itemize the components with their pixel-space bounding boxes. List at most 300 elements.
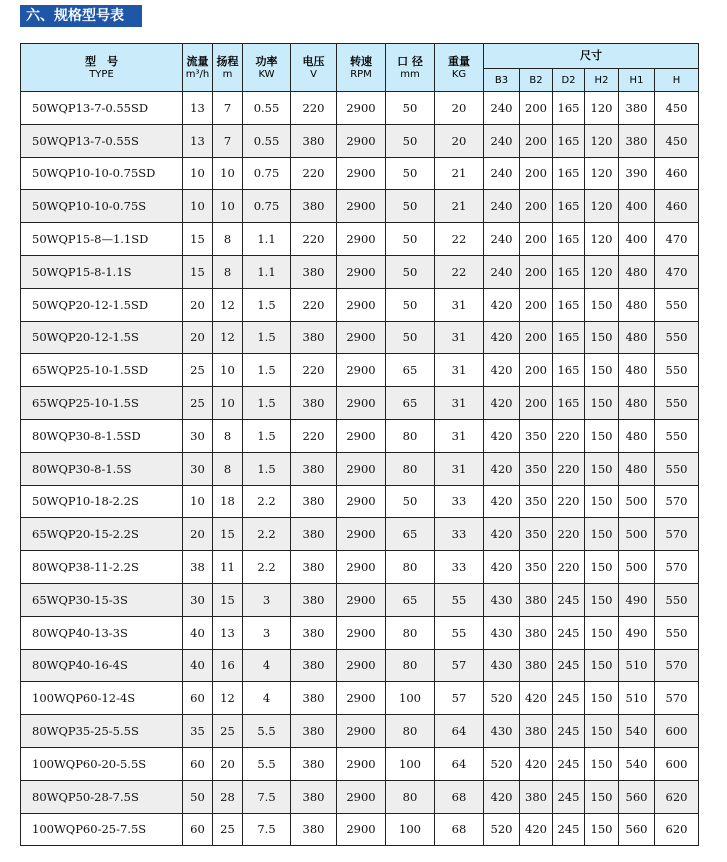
cell-flow: 10 xyxy=(183,190,213,223)
cell-power: 0.75 xyxy=(243,157,291,190)
cell-flow: 10 xyxy=(183,157,213,190)
cell-head: 7 xyxy=(213,124,243,157)
cell-bore: 100 xyxy=(386,747,435,780)
cell-power: 1.5 xyxy=(243,387,291,420)
cell-power: 1.5 xyxy=(243,288,291,321)
table-row xyxy=(21,157,699,190)
cell-dim-h1: 480 xyxy=(619,255,655,288)
header-type-zh: 型 号 xyxy=(85,54,118,68)
cell-head: 11 xyxy=(213,551,243,584)
cell-bore: 100 xyxy=(386,813,435,846)
cell-head: 12 xyxy=(213,321,243,354)
cell-dim-b2: 350 xyxy=(520,485,553,518)
cell-voltage: 380 xyxy=(291,747,337,780)
table-row xyxy=(21,288,699,321)
cell-dim-d2: 165 xyxy=(553,190,585,223)
cell-dim-d2: 165 xyxy=(553,354,585,387)
cell-bore: 50 xyxy=(386,485,435,518)
cell-dim-h2: 150 xyxy=(585,354,619,387)
cell-speed: 2900 xyxy=(337,354,386,387)
cell-weight: 57 xyxy=(435,649,484,682)
cell-weight: 20 xyxy=(435,92,484,125)
cell-weight: 55 xyxy=(435,616,484,649)
cell-dim-h1: 500 xyxy=(619,485,655,518)
cell-dim-b3: 420 xyxy=(484,485,520,518)
cell-dim-h1: 480 xyxy=(619,288,655,321)
cell-flow: 20 xyxy=(183,288,213,321)
cell-dim-d2: 220 xyxy=(553,518,585,551)
cell-power: 5.5 xyxy=(243,715,291,748)
cell-flow: 25 xyxy=(183,354,213,387)
cell-bore: 65 xyxy=(386,387,435,420)
cell-dim-b2: 420 xyxy=(520,813,553,846)
cell-dim-b2: 200 xyxy=(520,255,553,288)
table-row xyxy=(21,190,699,223)
cell-dim-h2: 150 xyxy=(585,387,619,420)
cell-power: 1.5 xyxy=(243,419,291,452)
cell-dim-h2: 150 xyxy=(585,715,619,748)
cell-weight: 68 xyxy=(435,780,484,813)
cell-power: 2.2 xyxy=(243,551,291,584)
cell-dim-h2: 120 xyxy=(585,157,619,190)
header-voltage-unit: V xyxy=(310,68,317,80)
cell-dim-b2: 200 xyxy=(520,354,553,387)
cell-bore: 65 xyxy=(386,518,435,551)
cell-dim-h2: 150 xyxy=(585,616,619,649)
header-dim-h: H xyxy=(655,69,699,92)
cell-weight: 20 xyxy=(435,124,484,157)
cell-dim-b2: 380 xyxy=(520,780,553,813)
cell-bore: 50 xyxy=(386,288,435,321)
cell-flow: 13 xyxy=(183,92,213,125)
cell-dim-h2: 120 xyxy=(585,255,619,288)
cell-flow: 40 xyxy=(183,616,213,649)
cell-model: 50WQP20-12-1.5S xyxy=(21,321,183,354)
cell-power: 5.5 xyxy=(243,747,291,780)
header-dim-h2: H2 xyxy=(585,69,619,92)
cell-dim-h1: 560 xyxy=(619,780,655,813)
header-type-en: TYPE xyxy=(89,68,114,80)
cell-speed: 2900 xyxy=(337,321,386,354)
cell-dim-d2: 165 xyxy=(553,124,585,157)
table-row xyxy=(21,321,699,354)
table-row xyxy=(21,682,699,715)
cell-voltage: 380 xyxy=(291,485,337,518)
cell-dim-h2: 150 xyxy=(585,813,619,846)
cell-speed: 2900 xyxy=(337,124,386,157)
cell-voltage: 380 xyxy=(291,387,337,420)
cell-dim-h2: 150 xyxy=(585,518,619,551)
cell-model: 65WQP20-15-2.2S xyxy=(21,518,183,551)
cell-voltage: 220 xyxy=(291,288,337,321)
cell-dim-b2: 350 xyxy=(520,419,553,452)
cell-power: 7.5 xyxy=(243,780,291,813)
header-speed-zh: 转速 xyxy=(350,54,372,68)
cell-dim-h: 550 xyxy=(655,452,699,485)
cell-dim-b2: 380 xyxy=(520,616,553,649)
cell-dim-b2: 350 xyxy=(520,452,553,485)
cell-dim-h: 550 xyxy=(655,583,699,616)
cell-power: 3 xyxy=(243,583,291,616)
cell-dim-b3: 420 xyxy=(484,452,520,485)
cell-speed: 2900 xyxy=(337,715,386,748)
cell-dim-h: 450 xyxy=(655,124,699,157)
cell-dim-h1: 500 xyxy=(619,551,655,584)
cell-bore: 80 xyxy=(386,715,435,748)
cell-bore: 80 xyxy=(386,616,435,649)
cell-head: 10 xyxy=(213,387,243,420)
cell-voltage: 220 xyxy=(291,419,337,452)
cell-head: 13 xyxy=(213,616,243,649)
cell-dim-h1: 480 xyxy=(619,354,655,387)
cell-head: 16 xyxy=(213,649,243,682)
cell-speed: 2900 xyxy=(337,288,386,321)
cell-speed: 2900 xyxy=(337,780,386,813)
cell-dim-d2: 220 xyxy=(553,551,585,584)
cell-model: 80WQP38-11-2.2S xyxy=(21,551,183,584)
cell-dim-h: 450 xyxy=(655,92,699,125)
cell-dim-h2: 150 xyxy=(585,682,619,715)
cell-dim-h2: 150 xyxy=(585,321,619,354)
cell-dim-h: 570 xyxy=(655,551,699,584)
cell-dim-b2: 200 xyxy=(520,223,553,256)
cell-weight: 21 xyxy=(435,157,484,190)
cell-dim-b2: 420 xyxy=(520,747,553,780)
cell-dim-h: 600 xyxy=(655,715,699,748)
cell-speed: 2900 xyxy=(337,682,386,715)
header-power xyxy=(243,44,291,92)
cell-dim-h1: 540 xyxy=(619,747,655,780)
cell-speed: 2900 xyxy=(337,583,386,616)
cell-dim-h: 550 xyxy=(655,354,699,387)
cell-flow: 60 xyxy=(183,747,213,780)
cell-model: 80WQP35-25-5.5S xyxy=(21,715,183,748)
cell-speed: 2900 xyxy=(337,190,386,223)
cell-dim-h: 570 xyxy=(655,518,699,551)
cell-dim-h: 570 xyxy=(655,682,699,715)
cell-weight: 31 xyxy=(435,452,484,485)
section-title: 六、规格型号表 xyxy=(20,5,142,27)
cell-bore: 65 xyxy=(386,354,435,387)
cell-power: 0.55 xyxy=(243,124,291,157)
cell-dim-b2: 200 xyxy=(520,288,553,321)
cell-dim-h2: 150 xyxy=(585,452,619,485)
cell-dim-h1: 480 xyxy=(619,452,655,485)
cell-power: 7.5 xyxy=(243,813,291,846)
cell-flow: 30 xyxy=(183,419,213,452)
header-type xyxy=(21,44,183,92)
cell-dim-h1: 480 xyxy=(619,387,655,420)
cell-dim-b2: 380 xyxy=(520,715,553,748)
table-row xyxy=(21,485,699,518)
header-power-zh: 功率 xyxy=(255,54,278,68)
cell-model: 80WQP40-16-4S xyxy=(21,649,183,682)
cell-dim-d2: 165 xyxy=(553,288,585,321)
cell-dim-h1: 400 xyxy=(619,190,655,223)
cell-flow: 60 xyxy=(183,813,213,846)
header-flow xyxy=(183,44,213,92)
cell-dim-b2: 350 xyxy=(520,518,553,551)
cell-dim-b3: 240 xyxy=(484,223,520,256)
cell-head: 8 xyxy=(213,223,243,256)
table-row xyxy=(21,92,699,125)
cell-weight: 57 xyxy=(435,682,484,715)
cell-dim-b3: 240 xyxy=(484,255,520,288)
cell-voltage: 380 xyxy=(291,715,337,748)
cell-bore: 50 xyxy=(386,92,435,125)
cell-dim-h1: 400 xyxy=(619,223,655,256)
cell-dim-h2: 150 xyxy=(585,288,619,321)
cell-voltage: 380 xyxy=(291,616,337,649)
cell-dim-h: 550 xyxy=(655,321,699,354)
cell-dim-b2: 420 xyxy=(520,682,553,715)
cell-dim-d2: 245 xyxy=(553,813,585,846)
header-bore-unit: mm xyxy=(400,68,420,80)
cell-head: 15 xyxy=(213,583,243,616)
cell-dim-h2: 120 xyxy=(585,190,619,223)
cell-model: 50WQP15-8-1.1S xyxy=(21,255,183,288)
cell-dim-d2: 245 xyxy=(553,715,585,748)
cell-power: 1.5 xyxy=(243,354,291,387)
cell-dim-d2: 165 xyxy=(553,223,585,256)
cell-weight: 31 xyxy=(435,321,484,354)
cell-speed: 2900 xyxy=(337,551,386,584)
cell-dim-h1: 490 xyxy=(619,583,655,616)
header-speed xyxy=(337,44,386,92)
cell-voltage: 380 xyxy=(291,321,337,354)
cell-weight: 33 xyxy=(435,551,484,584)
cell-dim-b3: 240 xyxy=(484,157,520,190)
cell-model: 65WQP25-10-1.5S xyxy=(21,387,183,420)
cell-speed: 2900 xyxy=(337,747,386,780)
cell-weight: 33 xyxy=(435,485,484,518)
cell-dim-b3: 420 xyxy=(484,321,520,354)
cell-speed: 2900 xyxy=(337,813,386,846)
cell-speed: 2900 xyxy=(337,157,386,190)
cell-power: 0.55 xyxy=(243,92,291,125)
cell-speed: 2900 xyxy=(337,485,386,518)
cell-dim-d2: 245 xyxy=(553,682,585,715)
cell-bore: 80 xyxy=(386,649,435,682)
cell-dim-d2: 220 xyxy=(553,452,585,485)
cell-model: 50WQP15-8—1.1SD xyxy=(21,223,183,256)
header-head-unit: m xyxy=(222,68,233,80)
cell-model: 100WQP60-12-4S xyxy=(21,682,183,715)
cell-model: 50WQP10-10-0.75S xyxy=(21,190,183,223)
cell-power: 2.2 xyxy=(243,518,291,551)
cell-dim-b3: 520 xyxy=(484,747,520,780)
cell-bore: 80 xyxy=(386,780,435,813)
cell-dim-b3: 430 xyxy=(484,616,520,649)
cell-flow: 50 xyxy=(183,780,213,813)
cell-speed: 2900 xyxy=(337,518,386,551)
cell-head: 8 xyxy=(213,255,243,288)
cell-head: 12 xyxy=(213,682,243,715)
cell-dim-d2: 245 xyxy=(553,583,585,616)
table-row xyxy=(21,223,699,256)
header-weight-unit: KG xyxy=(451,68,467,80)
header-speed-unit: RPM xyxy=(350,68,372,80)
cell-speed: 2900 xyxy=(337,387,386,420)
cell-bore: 50 xyxy=(386,223,435,256)
cell-dim-d2: 220 xyxy=(553,419,585,452)
cell-head: 20 xyxy=(213,747,243,780)
table-row xyxy=(21,452,699,485)
cell-weight: 31 xyxy=(435,419,484,452)
table-row xyxy=(21,419,699,452)
table-row xyxy=(21,551,699,584)
cell-voltage: 380 xyxy=(291,780,337,813)
cell-voltage: 380 xyxy=(291,255,337,288)
cell-dim-b3: 420 xyxy=(484,288,520,321)
cell-dim-h2: 150 xyxy=(585,747,619,780)
cell-voltage: 380 xyxy=(291,551,337,584)
cell-dim-h2: 150 xyxy=(585,780,619,813)
header-dim-h1: H1 xyxy=(619,69,655,92)
header-flow-zh: 流量 xyxy=(186,54,209,68)
cell-dim-h2: 120 xyxy=(585,124,619,157)
cell-dim-h: 550 xyxy=(655,419,699,452)
cell-head: 8 xyxy=(213,419,243,452)
spec-table xyxy=(20,43,699,846)
cell-bore: 80 xyxy=(386,452,435,485)
cell-bore: 80 xyxy=(386,419,435,452)
table-row xyxy=(21,255,699,288)
header-dim-b2: B2 xyxy=(520,69,553,92)
cell-speed: 2900 xyxy=(337,452,386,485)
cell-power: 4 xyxy=(243,682,291,715)
cell-power: 2.2 xyxy=(243,485,291,518)
cell-head: 18 xyxy=(213,485,243,518)
cell-dim-h: 600 xyxy=(655,747,699,780)
cell-dim-b3: 420 xyxy=(484,354,520,387)
cell-speed: 2900 xyxy=(337,255,386,288)
cell-model: 100WQP60-20-5.5S xyxy=(21,747,183,780)
cell-dim-h1: 510 xyxy=(619,682,655,715)
cell-dim-h2: 150 xyxy=(585,485,619,518)
cell-dim-b3: 430 xyxy=(484,649,520,682)
cell-power: 1.5 xyxy=(243,321,291,354)
cell-dim-b2: 380 xyxy=(520,649,553,682)
cell-dim-d2: 165 xyxy=(553,92,585,125)
cell-dim-h: 570 xyxy=(655,649,699,682)
table-row xyxy=(21,583,699,616)
table-row xyxy=(21,124,699,157)
cell-voltage: 380 xyxy=(291,682,337,715)
header-weight-zh: 重量 xyxy=(448,54,470,68)
table-body xyxy=(21,92,699,846)
header-row xyxy=(21,44,699,69)
cell-weight: 31 xyxy=(435,354,484,387)
cell-model: 80WQP50-28-7.5S xyxy=(21,780,183,813)
header-head xyxy=(213,44,243,92)
table-row xyxy=(21,649,699,682)
cell-dim-d2: 245 xyxy=(553,747,585,780)
cell-dim-b2: 200 xyxy=(520,157,553,190)
cell-dim-b3: 420 xyxy=(484,780,520,813)
cell-model: 50WQP20-12-1.5SD xyxy=(21,288,183,321)
cell-voltage: 220 xyxy=(291,354,337,387)
cell-head: 7 xyxy=(213,92,243,125)
cell-dim-b3: 240 xyxy=(484,92,520,125)
header-flow-unit: m³/h xyxy=(185,68,210,80)
cell-model: 50WQP13-7-0.55S xyxy=(21,124,183,157)
cell-dim-h1: 380 xyxy=(619,92,655,125)
table-row xyxy=(21,780,699,813)
header-dim-d2: D2 xyxy=(553,69,585,92)
cell-bore: 50 xyxy=(386,157,435,190)
cell-model: 65WQP30-15-3S xyxy=(21,583,183,616)
cell-dim-d2: 220 xyxy=(553,485,585,518)
cell-flow: 15 xyxy=(183,223,213,256)
cell-dim-h2: 150 xyxy=(585,419,619,452)
cell-model: 80WQP30-8-1.5SD xyxy=(21,419,183,452)
cell-dim-b3: 430 xyxy=(484,715,520,748)
cell-weight: 33 xyxy=(435,518,484,551)
header-head-zh: 扬程 xyxy=(216,54,239,68)
cell-dim-h: 470 xyxy=(655,223,699,256)
cell-speed: 2900 xyxy=(337,649,386,682)
header-bore xyxy=(386,44,435,92)
cell-speed: 2900 xyxy=(337,616,386,649)
cell-dim-h: 550 xyxy=(655,288,699,321)
cell-model: 80WQP40-13-3S xyxy=(21,616,183,649)
cell-dim-h2: 150 xyxy=(585,649,619,682)
cell-dim-b2: 200 xyxy=(520,190,553,223)
cell-weight: 64 xyxy=(435,715,484,748)
cell-head: 8 xyxy=(213,452,243,485)
cell-dim-d2: 245 xyxy=(553,649,585,682)
cell-model: 50WQP10-10-0.75SD xyxy=(21,157,183,190)
table-row xyxy=(21,813,699,846)
cell-head: 10 xyxy=(213,157,243,190)
cell-dim-d2: 165 xyxy=(553,387,585,420)
cell-model: 100WQP60-25-7.5S xyxy=(21,813,183,846)
cell-dim-d2: 165 xyxy=(553,255,585,288)
cell-dim-h2: 150 xyxy=(585,583,619,616)
cell-head: 10 xyxy=(213,354,243,387)
cell-bore: 50 xyxy=(386,190,435,223)
cell-dim-h1: 480 xyxy=(619,321,655,354)
cell-dim-b3: 420 xyxy=(484,387,520,420)
cell-voltage: 380 xyxy=(291,649,337,682)
cell-dim-h: 570 xyxy=(655,485,699,518)
cell-speed: 2900 xyxy=(337,223,386,256)
table-row xyxy=(21,616,699,649)
cell-weight: 64 xyxy=(435,747,484,780)
cell-dim-b2: 350 xyxy=(520,551,553,584)
cell-head: 28 xyxy=(213,780,243,813)
cell-dim-b2: 200 xyxy=(520,124,553,157)
header-dimensions-zh: 尺寸 xyxy=(580,49,603,62)
cell-dim-d2: 245 xyxy=(553,616,585,649)
cell-voltage: 220 xyxy=(291,223,337,256)
cell-flow: 20 xyxy=(183,518,213,551)
cell-weight: 31 xyxy=(435,288,484,321)
header-dim-b3: B3 xyxy=(484,69,520,92)
header-weight xyxy=(435,44,484,92)
cell-dim-b3: 520 xyxy=(484,813,520,846)
cell-dim-b2: 200 xyxy=(520,92,553,125)
table-row xyxy=(21,387,699,420)
cell-voltage: 380 xyxy=(291,190,337,223)
header-voltage-zh: 电压 xyxy=(302,54,325,68)
cell-head: 25 xyxy=(213,813,243,846)
cell-dim-b3: 420 xyxy=(484,419,520,452)
cell-dim-h: 550 xyxy=(655,616,699,649)
cell-head: 15 xyxy=(213,518,243,551)
cell-flow: 60 xyxy=(183,682,213,715)
